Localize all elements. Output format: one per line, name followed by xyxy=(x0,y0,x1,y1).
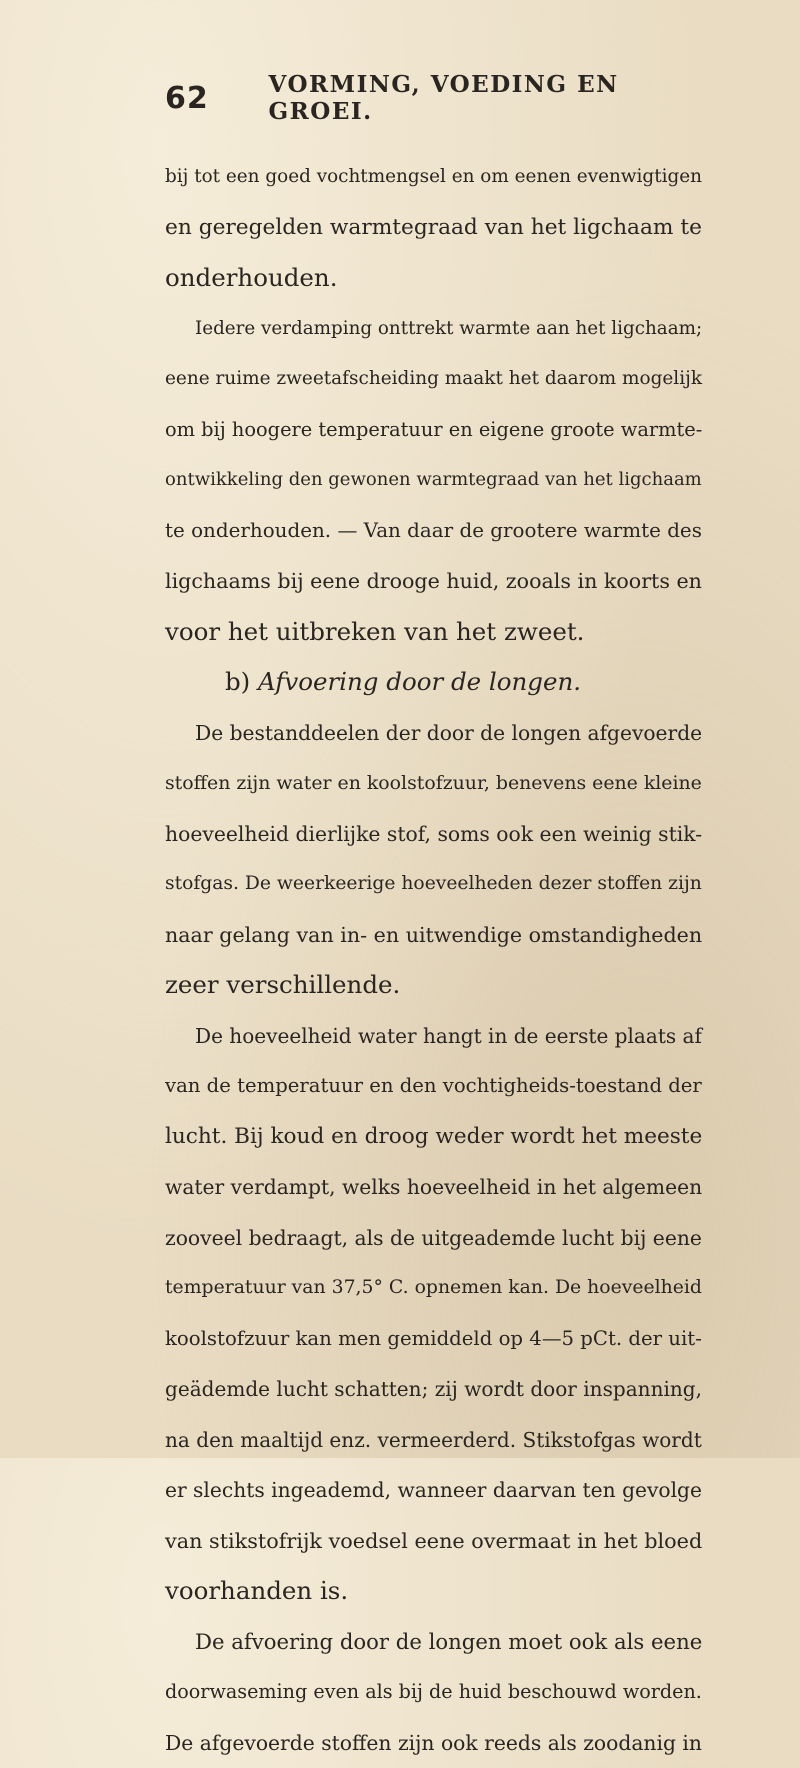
subheading xyxy=(165,657,705,708)
text-line: naar gelang van in- en uitwendige omstandigheden xyxy=(165,910,705,961)
text-line: voor het uitbreken van het zweet. xyxy=(165,607,705,658)
text-line: De bestanddeelen der door de longen afgevoerde xyxy=(165,708,705,759)
page-number: 62 xyxy=(165,81,269,116)
page-header xyxy=(165,78,705,118)
text-line: De hoeveelheid water hangt in de eerste plaats af xyxy=(165,1011,705,1062)
text-line: doorwaseming even als bij de huid beschouwd worden. xyxy=(165,1667,705,1718)
text-line: ligchaams bij eene drooge huid, zooals in koorts en xyxy=(165,556,705,607)
text-line: onderhouden. xyxy=(165,253,705,304)
text-line: temperatuur van 37,5° C. opnemen kan. De hoeveelheid xyxy=(165,1263,705,1314)
subheading-label: b) xyxy=(225,667,250,696)
text-line: water verdampt, welks hoeveelheid in het algemeen xyxy=(165,1162,705,1213)
text-line: eene ruime zweetafscheiding maakt het daarom mogelijk xyxy=(165,354,705,405)
text-line: ontwikkeling den gewonen warmtegraad van het ligchaam xyxy=(165,455,705,506)
text-line: voorhanden is. xyxy=(165,1566,705,1617)
text-line: te onderhouden. — Van daar de grootere warmte des xyxy=(165,506,705,557)
text-line: en geregelden warmtegraad van het ligchaam te xyxy=(165,203,705,254)
text-line: van stikstofrijk voedsel eene overmaat in het bloed xyxy=(165,1516,705,1567)
subheading-title: Afvoering door de longen. xyxy=(258,667,581,696)
text-line: zooveel bedraagt, als de uitgeademde lucht bij eene xyxy=(165,1213,705,1264)
text-line: geädemde lucht schatten; zij wordt door inspanning, xyxy=(165,1364,705,1415)
running-head: VORMING, VOEDING EN GROEI. xyxy=(269,71,705,125)
text-line: hoeveelheid dierlijke stof, soms ook een weinig stik- xyxy=(165,809,705,860)
text-line: van de temperatuur en den vochtigheids-toestand der xyxy=(165,1061,705,1112)
text-line: om bij hoogere temperatuur en eigene groote warmte- xyxy=(165,405,705,456)
text-line: Iedere verdamping onttrekt warmte aan het ligchaam; xyxy=(165,304,705,355)
text-line: lucht. Bij koud en droog weder wordt het meeste xyxy=(165,1112,705,1163)
text-line: stofgas. De weerkeerige hoeveelheden dezer stoffen zijn xyxy=(165,859,705,910)
text-line: stoffen zijn water en koolstofzuur, benevens eene kleine xyxy=(165,758,705,809)
text-line: zeer verschillende. xyxy=(165,960,705,1011)
text-line: er slechts ingeademd, wanneer daarvan ten gevolge xyxy=(165,1465,705,1516)
text-line: bij tot een goed vochtmengsel en om eenen evenwigtigen xyxy=(165,152,705,203)
text-line: na den maaltijd enz. vermeerderd. Stikstofgas wordt xyxy=(165,1415,705,1466)
body-text xyxy=(165,152,705,1768)
text-line: De afvoering door de longen moet ook als eene xyxy=(165,1617,705,1668)
text-line: De afgevoerde stoffen zijn ook reeds als zoodanig in xyxy=(165,1718,705,1768)
text-line: koolstofzuur kan men gemiddeld op 4—5 pCt. der uit- xyxy=(165,1314,705,1365)
